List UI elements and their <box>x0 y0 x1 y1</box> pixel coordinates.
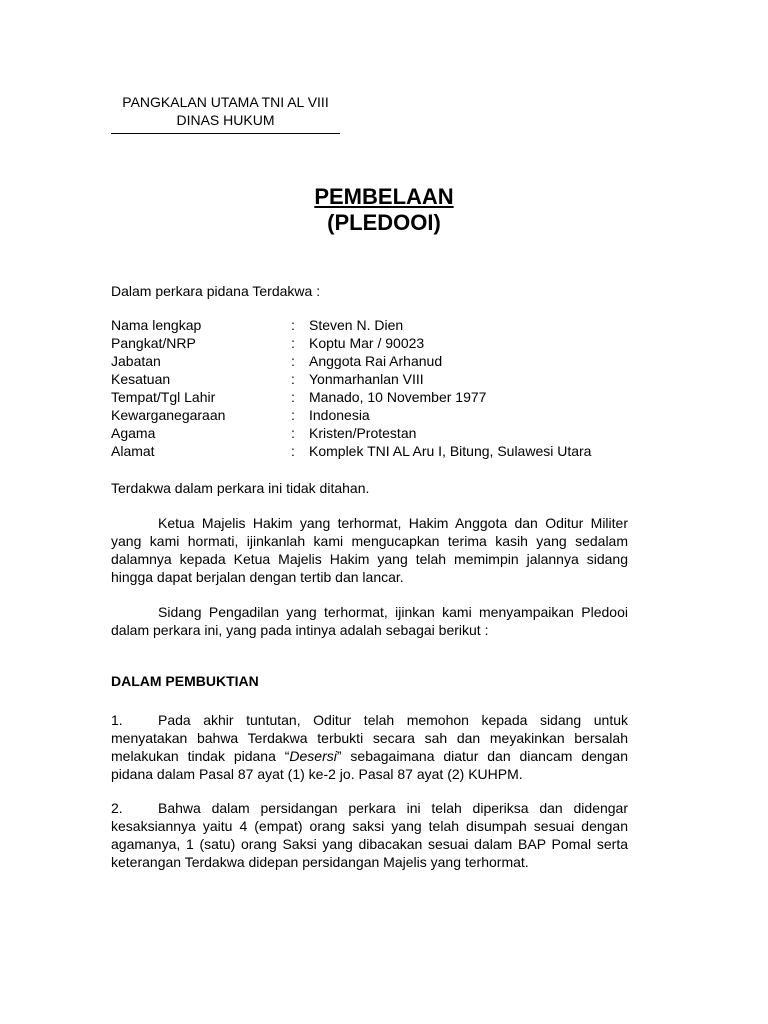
intro-line: Dalam perkara pidana Terdakwa : <box>111 283 321 299</box>
identity-value: Manado, 10 November 1977 <box>309 389 487 405</box>
point-2 <box>111 799 628 871</box>
identity-separator: : <box>291 425 295 441</box>
paragraph-greeting: Ketua Majelis Hakim yang terhormat, Hakim Anggota dan Oditur Militer yang kami hormati, ijinkanlah kami mengucapkan terima kasih yang sedalam dalamnya kepada Ketua Majelis Hakim yang telah memimpin jalannya sidang hingga dapat berjalan dengan tertib dan lancar. <box>111 515 628 585</box>
title-sub: (PLEDOOI) <box>327 210 441 235</box>
identity-label: Agama <box>111 425 156 441</box>
identity-row <box>111 424 591 442</box>
identity-row <box>111 388 591 406</box>
identity-label: Nama lengkap <box>111 317 202 333</box>
identity-separator: : <box>291 389 295 405</box>
identity-label: Alamat <box>111 443 155 459</box>
letterhead <box>111 93 340 134</box>
point-1-text-before: Pada akhir tuntutan, Oditur telah memohon kepada sidang untuk menyatakan bahwa Terdakwa terbukti secara sah dan meyakinkan bersalah melakukan tindak pidana “ <box>111 712 628 764</box>
identity-row <box>111 352 591 370</box>
letterhead-line-1: PANGKALAN UTAMA TNI AL VIII <box>122 94 329 110</box>
identity-separator: : <box>291 353 295 369</box>
identity-label: Pangkat/NRP <box>111 335 196 351</box>
identity-label: Kewarganegaraan <box>111 407 226 423</box>
identity-value: Steven N. Dien <box>309 317 404 333</box>
point-1-text-after: ” sebagaimana diatur dan diancam dengan pidana dalam Pasal 87 ayat (1) ke-2 jo. Pasal 87 ayat (2) KUHPM. <box>111 748 629 782</box>
identity-value: Indonesia <box>309 407 370 423</box>
identity-separator: : <box>291 371 295 387</box>
identity-value: Koptu Mar / 90023 <box>309 335 425 351</box>
identity-row <box>111 442 591 460</box>
identity-separator: : <box>291 443 295 459</box>
letterhead-line-2: DINAS HUKUM <box>176 112 275 128</box>
identity-row <box>111 406 591 424</box>
point-2-number: 2. <box>111 800 123 816</box>
identity-label: Tempat/Tgl Lahir <box>111 389 216 405</box>
section-heading: DALAM PEMBUKTIAN <box>111 673 259 689</box>
identity-row <box>111 316 591 334</box>
identity-separator: : <box>291 317 295 333</box>
identity-label: Kesatuan <box>111 371 171 387</box>
identity-label: Jabatan <box>111 353 161 369</box>
point-2-text: Bahwa dalam persidangan perkara ini telah diperiksa dan didengar kesaksiannya yaitu 4 (empat) orang saksi yang telah disumpah sesuai dengan agamanya, 1 (satu) orang Saksi yang dibacakan sesuai dalam BAP Pomal serta keterangan Terdakwa didepan persidangan Majelis yang terhormat. <box>111 800 628 870</box>
letterhead-rule <box>111 133 340 134</box>
identity-value: Anggota Rai Arhanud <box>309 353 443 369</box>
point-1 <box>111 711 628 783</box>
document-title <box>0 184 768 236</box>
title-main: PEMBELAAN <box>314 184 454 209</box>
identity-separator: : <box>291 335 295 351</box>
identity-row <box>111 370 591 388</box>
identity-value: Kristen/Protestan <box>309 425 417 441</box>
identity-value: Yonmarhanlan VIII <box>309 371 424 387</box>
point-1-emphasis: Desersi <box>289 748 337 764</box>
identity-table <box>111 316 591 460</box>
paragraph-pledooi-intro: Sidang Pengadilan yang terhormat, ijinkan kami menyampaikan Pledooi dalam perkara ini, yang pada intinya adalah sebagai berikut : <box>111 604 628 638</box>
point-1-number: 1. <box>111 712 123 728</box>
identity-value: Komplek TNI AL Aru I, Bitung, Sulawesi Utara <box>309 443 592 459</box>
identity-separator: : <box>291 407 295 423</box>
detention-status: Terdakwa dalam perkara ini tidak ditahan. <box>111 480 370 496</box>
identity-row <box>111 334 591 352</box>
